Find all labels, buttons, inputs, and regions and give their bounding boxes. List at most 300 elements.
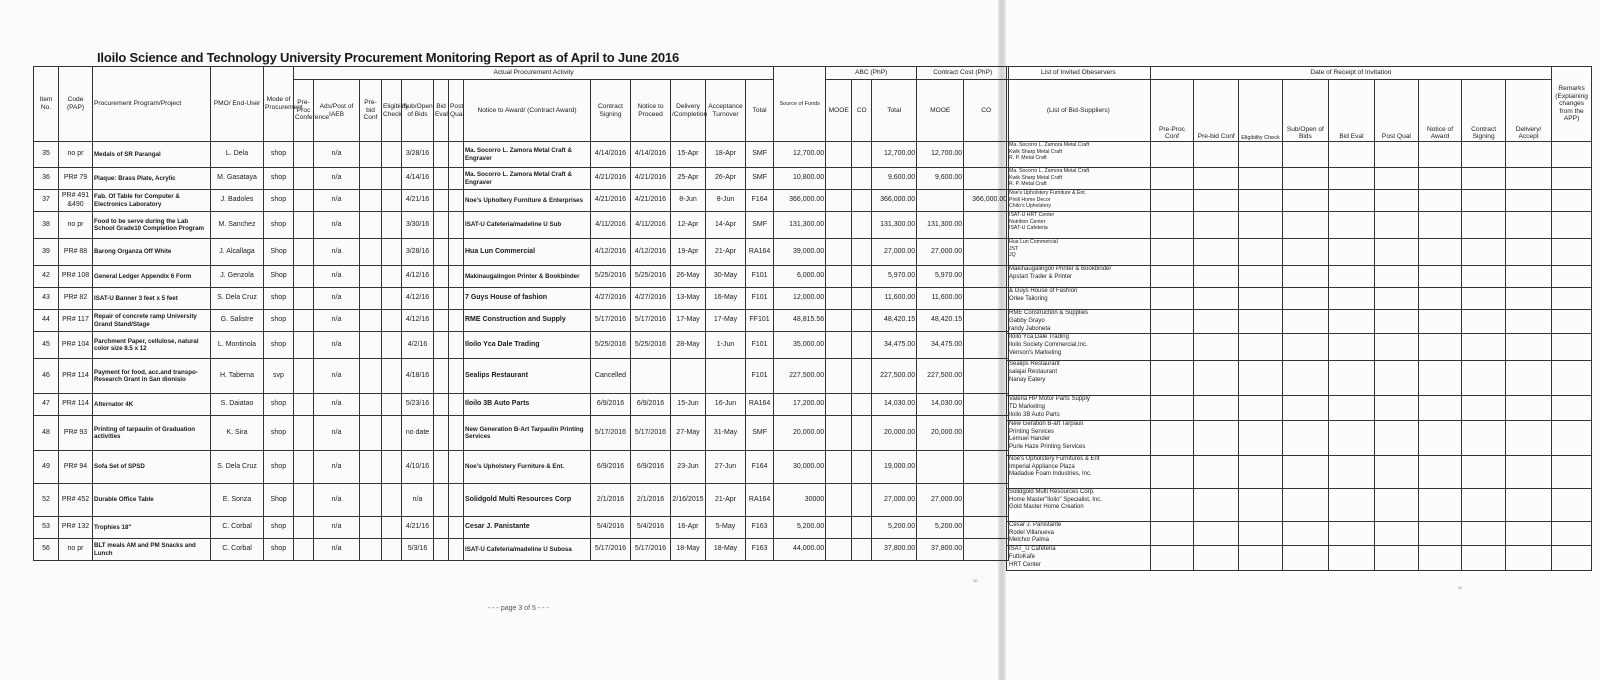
receipt-date-cell <box>1239 420 1283 455</box>
observer-name: Ma. Socorro L. Zamora Metal Craft <box>1009 142 1090 148</box>
postqual-cell <box>449 451 464 484</box>
acceptance-cell: 8-Jun <box>706 190 746 212</box>
notice-award-cell: ISAT-U Cafeteria/madeline U Sub <box>464 212 591 239</box>
receipt-date-cell <box>1194 212 1239 239</box>
receipt-date-cell <box>1150 455 1194 488</box>
cc-total-cell: 9,600.00 <box>872 168 917 190</box>
header-prebid: Pre-bid Conf <box>360 80 382 142</box>
ads-cell: n/a <box>314 517 360 539</box>
source-cell: SMF <box>746 212 774 239</box>
receipt-date-cell <box>1418 546 1462 570</box>
ads-cell: n/a <box>314 239 360 266</box>
source-cell: F101 <box>746 332 774 359</box>
preproc-cell <box>294 288 314 310</box>
receipt-date-cell <box>1462 521 1506 545</box>
pmo-cell: J. Alcallaga <box>211 239 264 266</box>
receipt-date-cell <box>1282 455 1328 488</box>
receipt-date-cell <box>1282 288 1328 310</box>
observer-name: Madadue Foam Industries, Inc. <box>1009 471 1092 478</box>
receipt-date-cell <box>1462 190 1506 212</box>
observer-row <box>1007 168 1592 190</box>
mode-cell: shop <box>264 451 294 484</box>
abc-total-cell: 30000 <box>774 484 826 517</box>
receipt-date-cell <box>1375 190 1419 212</box>
program-cell: Plaque: Brass Plate, Acrylic <box>93 168 211 190</box>
receipt-date-cell <box>1462 488 1506 521</box>
receipt-date-cell <box>1328 420 1374 455</box>
cc-co-cell <box>964 359 1009 394</box>
receipt-date-cell <box>1239 488 1283 521</box>
contract-signing-cell: 4/11/2016 <box>591 212 631 239</box>
preproc-cell <box>294 359 314 394</box>
postqual-cell <box>449 332 464 359</box>
cc-co-cell <box>964 239 1009 266</box>
receipt-date-cell <box>1282 266 1328 288</box>
preproc-cell <box>294 539 314 561</box>
receipt-date-cell <box>1328 310 1374 334</box>
preproc-cell <box>294 451 314 484</box>
cc-total-cell: 19,000.00 <box>872 451 917 484</box>
bideval-cell <box>434 484 449 517</box>
receipt-date-cell <box>1418 212 1462 239</box>
code-cell: PR# 104 <box>59 332 93 359</box>
receipt-date-cell <box>1505 239 1551 266</box>
eligibility-cell <box>382 416 402 451</box>
receipt-date-cell <box>1418 420 1462 455</box>
header-r-delivery: Delivery/ Accept <box>1505 80 1551 142</box>
abc-mooe-cell <box>826 310 852 332</box>
abc-mooe-cell <box>826 517 852 539</box>
header-receipt-date: Date of Receipt of Invitation <box>1150 67 1552 80</box>
item-no-cell: 39 <box>34 239 59 266</box>
code-cell: PR# 114 <box>59 359 93 394</box>
receipt-date-cell <box>1194 239 1239 266</box>
ads-cell: n/a <box>314 168 360 190</box>
observers-cell <box>1007 266 1151 288</box>
receipt-date-cell <box>1505 168 1551 190</box>
cc-total-cell: 12,700.00 <box>872 142 917 168</box>
receipt-date-cell <box>1505 190 1551 212</box>
prebid-cell <box>360 266 382 288</box>
receipt-date-cell <box>1282 546 1328 570</box>
bideval-cell <box>434 168 449 190</box>
table-row <box>34 142 1009 168</box>
abc-mooe-cell <box>826 332 852 359</box>
source-cell: F101 <box>746 359 774 394</box>
ads-cell: n/a <box>314 266 360 288</box>
code-cell: PR# 132 <box>59 517 93 539</box>
receipt-date-cell <box>1462 239 1506 266</box>
receipt-date-cell <box>1282 142 1328 168</box>
preproc-cell <box>294 212 314 239</box>
contract-signing-cell: 4/12/2016 <box>591 239 631 266</box>
observer-name: & Guys House of Fashion <box>1009 288 1078 294</box>
receipt-date-cell <box>1282 396 1328 420</box>
bideval-cell <box>434 142 449 168</box>
cc-mooe-cell <box>917 190 964 212</box>
receipt-date-cell <box>1194 546 1239 570</box>
receipt-date-cell <box>1462 266 1506 288</box>
abc-mooe-cell <box>826 212 852 239</box>
abc-co-cell <box>852 451 872 484</box>
observer-row <box>1007 420 1592 455</box>
receipt-date-cell <box>1375 288 1419 310</box>
observer-name: Valeria HP Motor Parts Supply <box>1009 396 1090 403</box>
header-r-contract: Contract Signing <box>1462 80 1506 142</box>
postqual-cell <box>449 168 464 190</box>
observers-table <box>1006 66 1592 571</box>
receipt-date-cell <box>1505 212 1551 239</box>
header-r-eligibility: Eligibility Check <box>1239 80 1283 142</box>
receipt-date-cell <box>1375 334 1419 361</box>
receipt-date-cell <box>1150 521 1194 545</box>
receipt-date-cell <box>1418 396 1462 420</box>
observer-name: ISAT_U Cafeteria <box>1009 546 1056 553</box>
header-bideval: Bid Eval <box>434 80 449 142</box>
notice-proceed-cell: 5/25/2016 <box>631 266 671 288</box>
receipt-date-cell <box>1505 334 1551 361</box>
header-delivery: Delivery /Completion <box>671 80 706 142</box>
header-r-bideval: Bid Eval <box>1328 80 1374 142</box>
observer-name: TD Marketing <box>1009 404 1046 411</box>
receipt-date-cell <box>1505 396 1551 420</box>
source-cell: RA164 <box>746 394 774 416</box>
program-cell: Sofa Set of SPSD <box>93 451 211 484</box>
bideval-cell <box>434 239 449 266</box>
abc-total-cell: 10,800.00 <box>774 168 826 190</box>
header-acceptance: Acceptance Turnover <box>706 80 746 142</box>
table-row <box>34 416 1009 451</box>
source-cell: F163 <box>746 539 774 561</box>
postqual-cell <box>449 484 464 517</box>
table-row <box>34 310 1009 332</box>
header-cc-mooe: MOOE <box>917 80 964 142</box>
mode-cell: shop <box>264 142 294 168</box>
table-row <box>34 332 1009 359</box>
abc-total-cell: 17,200.00 <box>774 394 826 416</box>
preproc-cell <box>294 239 314 266</box>
delivery-cell <box>671 359 706 394</box>
postqual-cell <box>449 239 464 266</box>
postqual-cell <box>449 212 464 239</box>
cc-co-cell <box>964 288 1009 310</box>
receipt-date-cell <box>1462 420 1506 455</box>
receipt-date-cell <box>1418 190 1462 212</box>
subopen-cell: 4/14/16 <box>402 168 434 190</box>
receipt-date-cell <box>1418 266 1462 288</box>
observer-name: Pinili Home Decor <box>1009 196 1051 203</box>
postqual-cell <box>449 288 464 310</box>
delivery-cell: 17-May <box>671 310 706 332</box>
item-no-cell: 46 <box>34 359 59 394</box>
acceptance-cell: 21-Apr <box>706 239 746 266</box>
receipt-date-cell <box>1282 420 1328 455</box>
abc-mooe-cell <box>826 359 852 394</box>
observer-name: Purle Haze Printing Services <box>1009 444 1086 451</box>
cc-total-cell: 14,030.00 <box>872 394 917 416</box>
receipt-date-cell <box>1505 488 1551 521</box>
procurement-table <box>33 66 1009 561</box>
subopen-cell: 4/12/16 <box>402 288 434 310</box>
abc-co-cell <box>852 332 872 359</box>
observer-name: JQ <box>1009 252 1016 258</box>
prebid-cell <box>360 539 382 561</box>
observers-cell <box>1007 546 1151 570</box>
delivery-cell: 2/16/2015 <box>671 484 706 517</box>
program-cell: General Ledger Appendix 6 Form <box>93 266 211 288</box>
observer-name: Sealips Restaurant <box>1009 361 1060 368</box>
delivery-cell: 8-Jun <box>671 190 706 212</box>
item-no-cell: 47 <box>34 394 59 416</box>
ads-cell: n/a <box>314 212 360 239</box>
header-remarks: Remarks (Explaining changes from the APP) <box>1552 67 1592 142</box>
eligibility-cell <box>382 394 402 416</box>
observers-cell <box>1007 420 1151 455</box>
receipt-date-cell <box>1150 239 1194 266</box>
cc-total-cell: 366,000.00 <box>872 190 917 212</box>
mode-cell: svp <box>264 359 294 394</box>
receipt-date-cell <box>1328 266 1374 288</box>
receipt-date-cell <box>1375 142 1419 168</box>
item-no-cell: 44 <box>34 310 59 332</box>
observer-name: R. P. Metal Craft <box>1009 155 1047 161</box>
contract-signing-cell: 5/4/2016 <box>591 517 631 539</box>
prebid-cell <box>360 394 382 416</box>
observer-name: Nutrition Center <box>1009 218 1046 225</box>
abc-total-cell: 35,000.00 <box>774 332 826 359</box>
observer-name: Makinaugalingon Printer & Bookbinder <box>1009 266 1112 272</box>
bideval-cell <box>434 539 449 561</box>
table-row <box>34 266 1009 288</box>
eligibility-cell <box>382 451 402 484</box>
ads-cell: n/a <box>314 394 360 416</box>
observer-name: Noe's Upholstery Furniture & Ent. <box>1009 190 1087 196</box>
pmo-cell: M. Gasataya <box>211 168 264 190</box>
receipt-date-cell <box>1194 168 1239 190</box>
cc-total-cell: 5,200.00 <box>872 517 917 539</box>
abc-co-cell <box>852 416 872 451</box>
cc-total-cell: 11,600.00 <box>872 288 917 310</box>
pmo-cell: C. Corbal <box>211 539 264 561</box>
header-r-prebid: Pre-bid Conf <box>1194 80 1239 142</box>
abc-total-cell: 5,200.00 <box>774 517 826 539</box>
header-item-no: Item No. <box>34 67 59 142</box>
observer-name: HRT Center <box>1009 561 1041 568</box>
ads-cell: n/a <box>314 451 360 484</box>
preproc-cell <box>294 142 314 168</box>
table-row <box>34 484 1009 517</box>
cc-total-cell: 27,000.00 <box>872 239 917 266</box>
delivery-cell: 27-May <box>671 416 706 451</box>
mode-cell: shop <box>264 332 294 359</box>
notice-award-cell: Ma. Socorro L. Zamora Metal Craft & Engraver <box>464 142 591 168</box>
abc-mooe-cell <box>826 451 852 484</box>
notice-award-cell: Sealips Restaurant <box>464 359 591 394</box>
item-no-cell: 38 <box>34 212 59 239</box>
subopen-cell: 5/23/16 <box>402 394 434 416</box>
code-cell: PR# 117 <box>59 310 93 332</box>
notice-award-cell: ISAT-U Cafeteria/madeline U Subosa <box>464 539 591 561</box>
prebid-cell <box>360 190 382 212</box>
receipt-date-cell <box>1239 239 1283 266</box>
observers-cell <box>1007 142 1151 168</box>
eligibility-cell <box>382 142 402 168</box>
header-bid-suppliers: (List of Bid-Suppliers) <box>1007 80 1151 142</box>
eligibility-cell <box>382 484 402 517</box>
delivery-cell: 16-Apr <box>671 517 706 539</box>
prebid-cell <box>360 239 382 266</box>
observer-row <box>1007 488 1592 521</box>
observer-name: RME Construction & Supplies <box>1009 310 1089 316</box>
cc-mooe-cell <box>917 451 964 484</box>
observers-table-body <box>1007 142 1592 571</box>
delivery-cell: 12-Apr <box>671 212 706 239</box>
cc-total-cell: 131,300.00 <box>872 212 917 239</box>
cc-mooe-cell: 227,500.00 <box>917 359 964 394</box>
abc-total-cell: 12,700.00 <box>774 142 826 168</box>
procurement-table-body <box>34 142 1009 561</box>
ads-cell: n/a <box>314 142 360 168</box>
cc-total-cell: 5,970.00 <box>872 266 917 288</box>
observer-name: Cesar J. Panistante <box>1009 521 1062 528</box>
delivery-cell: 13-May <box>671 288 706 310</box>
bideval-cell <box>434 310 449 332</box>
acceptance-cell: 1-Jun <box>706 332 746 359</box>
observers-cell <box>1007 521 1151 545</box>
notice-proceed-cell: 4/11/2016 <box>631 212 671 239</box>
receipt-date-cell <box>1328 239 1374 266</box>
cc-co-cell <box>964 394 1009 416</box>
header-source: Source of Funds <box>774 67 826 142</box>
cc-total-cell: 48,420.15 <box>872 310 917 332</box>
postqual-cell <box>449 517 464 539</box>
bideval-cell <box>434 212 449 239</box>
bideval-cell <box>434 332 449 359</box>
observer-name: Noe's Upholstery Furnitures & Ent <box>1009 455 1100 462</box>
receipt-date-cell <box>1282 361 1328 396</box>
header-abc-mooe: MOOE <box>826 80 852 142</box>
receipt-date-cell <box>1462 455 1506 488</box>
notice-proceed-cell: 5/4/2016 <box>631 517 671 539</box>
item-no-cell: 36 <box>34 168 59 190</box>
observer-name: Venson's Marketing <box>1009 349 1062 356</box>
receipt-date-cell <box>1150 546 1194 570</box>
receipt-date-cell <box>1552 212 1592 239</box>
observer-name: Iloilo 3B Auto Parts <box>1009 411 1060 418</box>
eligibility-cell <box>382 517 402 539</box>
notice-proceed-cell <box>631 359 671 394</box>
observer-name: Lemuel Hander <box>1009 436 1051 443</box>
contract-signing-cell: 5/17/2016 <box>591 539 631 561</box>
program-cell: Fab. Of Table for Computer & Electronics Laboratory <box>93 190 211 212</box>
eligibility-cell <box>382 212 402 239</box>
delivery-cell: 23-Jun <box>671 451 706 484</box>
pmo-cell: S. Dela Cruz <box>211 451 264 484</box>
prebid-cell <box>360 212 382 239</box>
receipt-date-cell <box>1552 420 1592 455</box>
header-cc-co: CO <box>964 80 1009 142</box>
receipt-date-cell <box>1282 212 1328 239</box>
observer-name: Nanay Eatery <box>1009 376 1046 383</box>
subopen-cell: no date <box>402 416 434 451</box>
ads-cell: n/a <box>314 190 360 212</box>
header-ads: Ads/Post of IAEB <box>314 80 360 142</box>
cc-mooe-cell: 27,000.00 <box>917 239 964 266</box>
observers-cell <box>1007 488 1151 521</box>
abc-mooe-cell <box>826 266 852 288</box>
header-program: Procurement Program/Project <box>93 67 211 142</box>
observer-name: Ma. Socorro L. Zamora Metal Craft <box>1009 168 1090 174</box>
code-cell: PR# 94 <box>59 451 93 484</box>
abc-co-cell <box>852 190 872 212</box>
receipt-date-cell <box>1418 168 1462 190</box>
observers-cell <box>1007 288 1151 310</box>
receipt-date-cell <box>1150 212 1194 239</box>
acceptance-cell: 26-Apr <box>706 168 746 190</box>
eligibility-cell <box>382 168 402 190</box>
observer-name: ISAT-U Cafeteria <box>1009 225 1048 231</box>
abc-co-cell <box>852 142 872 168</box>
table-row <box>34 239 1009 266</box>
abc-co-cell <box>852 394 872 416</box>
observer-row <box>1007 190 1592 212</box>
bideval-cell <box>434 451 449 484</box>
acceptance-cell: 31-May <box>706 416 746 451</box>
receipt-date-cell <box>1375 455 1419 488</box>
contract-signing-cell: 4/27/2016 <box>591 288 631 310</box>
notice-proceed-cell: 4/12/2016 <box>631 239 671 266</box>
bideval-cell <box>434 359 449 394</box>
acceptance-cell: 16-Jun <box>706 394 746 416</box>
receipt-date-cell <box>1282 488 1328 521</box>
receipt-date-cell <box>1239 396 1283 420</box>
subopen-cell: 3/28/16 <box>402 142 434 168</box>
abc-total-cell: 39,000.00 <box>774 239 826 266</box>
observer-name: Rodel Villanueva <box>1009 529 1054 536</box>
notice-proceed-cell: 2/1/2016 <box>631 484 671 517</box>
source-cell: F101 <box>746 288 774 310</box>
receipt-date-cell <box>1150 168 1194 190</box>
eligibility-cell <box>382 288 402 310</box>
page-footer: - - - page 3 of 5 - - - <box>488 605 549 612</box>
receipt-date-cell <box>1282 190 1328 212</box>
program-cell: Medals of SR Parangal <box>93 142 211 168</box>
receipt-date-cell <box>1462 361 1506 396</box>
receipt-date-cell <box>1328 334 1374 361</box>
prebid-cell <box>360 484 382 517</box>
mode-cell: shop <box>264 212 294 239</box>
notice-award-cell: Cesar J. Panistante <box>464 517 591 539</box>
notice-proceed-cell: 5/17/2016 <box>631 539 671 561</box>
cc-co-cell <box>964 168 1009 190</box>
program-cell: Payment for food, acc.and transpo- Research Grant in San dionisio <box>93 359 211 394</box>
eligibility-cell <box>382 332 402 359</box>
abc-mooe-cell <box>826 394 852 416</box>
receipt-date-cell <box>1462 334 1506 361</box>
cc-total-cell: 37,800.00 <box>872 539 917 561</box>
observers-cell <box>1007 212 1151 239</box>
eligibility-cell <box>382 239 402 266</box>
receipt-date-cell <box>1282 521 1328 545</box>
prebid-cell <box>360 332 382 359</box>
postqual-cell <box>449 359 464 394</box>
cc-total-cell: 27,000.00 <box>872 484 917 517</box>
observer-name: Chito's Upholstery <box>1009 203 1051 209</box>
observer-name: JST <box>1009 245 1019 252</box>
abc-total-cell: 20,000.00 <box>774 416 826 451</box>
page-mark-right: 11 <box>1458 585 1463 590</box>
receipt-date-cell <box>1239 361 1283 396</box>
